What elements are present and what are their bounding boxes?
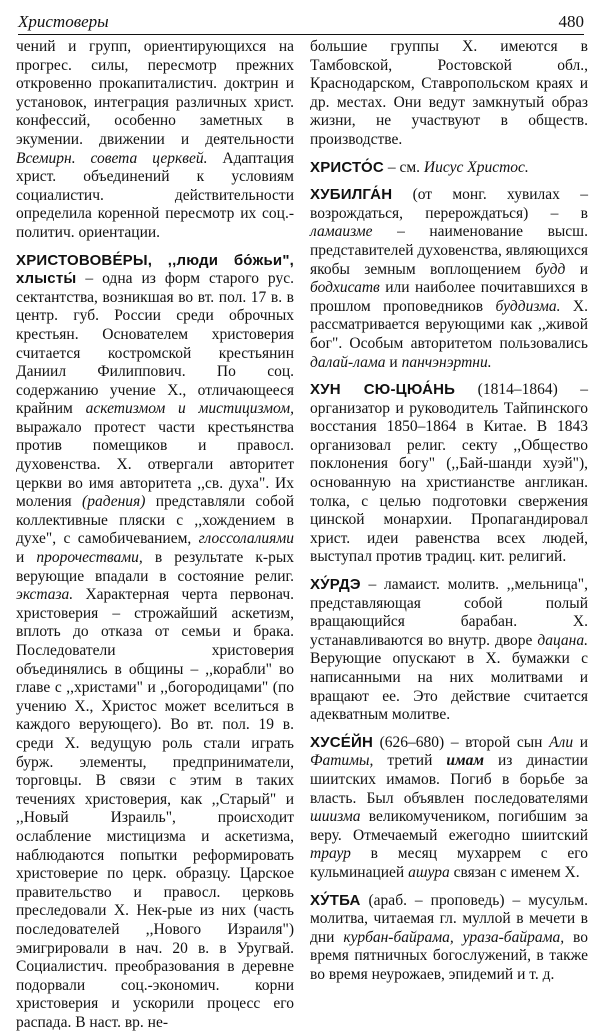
headword: ХРИСТО́С: [310, 158, 384, 176]
article-khristos: ХРИСТО́С – см. Иисус Христос.: [310, 158, 529, 176]
article-khun-syu-tsyuan: ХУН СЮ-ЦЮА́НЬ (1814–1864) – организатор и руководитель Тайпинского восстания 1850–1864 в Китае. В 1843 организовал религ. секту ,,Общество поклонения богу" (,,Бай-шанди хуэй"), основанную на христианстве англикан. толка, с целью подготовки свержения цинской монархии. Пропагандировал христ. идеи равенства всех людей, выступал против традиц. кит. религий.: [310, 381, 589, 566]
headword: ХУН СЮ-ЦЮА́НЬ: [310, 381, 456, 399]
headword: ХУБИЛГА́Н: [310, 186, 393, 204]
article-continuation: чений и групп, ориентирующихся на прогрес. силы, пересмотр прежних откровенно прокапиталистич. доктрин и установок, интеграция различных христ. конфессий, особенно заметных в экумении. движении и деятельности Всемирн. совета церквей. Адаптация христ. объединений к условиям социалистич. действительности определила коренной пересмотр их соц.-политич. ориентации.: [16, 38, 294, 241]
headword: ХУ́ТБА: [310, 891, 361, 909]
article-khristovovery: ХРИСТОВОВЕ́РЫ, ,,люди бо́жьи", хлысты́ – одна из форм старого рус. сектантства, возникшая во вт. пол. 17 в. в центр. губ. России среди оброчных крестьян. Основателем христоверия считается костромской крестьянин Даниил Филиппович. По соц. содержанию учение Х., отличающееся крайним аскетизмом и мистицизмом, выражало протест части крестьянства против помещиков и правосл. духовенства. Х. отвергали авторитет церкви во имя авторитета ,,св. духа". Их моления (радения) представляли собой коллективные пляски с ,,хождением в духе", с самобичеванием, глоссолалиями и пророчествами, в результате к-рых верующие впадали в состояние религ. экстаза. Характерная черта первонач. христоверия – строжайший аскетизм, вплоть до отказа от семьи и брака. Последователи христоверия объединялись в общины – ,,корабли" во главе с ,,христами" и ,,богородицами" (по учению Х., Христос может вселиться в каждого верующего). Во вт. пол. 19 в. среди Х. ведущую роль стали играть бурж. элементы, предприниматели, торговцы. В связи с этим в таких течениях христоверия, как ,,Старый" и ,,Новый Израиль", происходит ослабление мистицизма и аскетизма, наблюдаются попытки реформировать христоверие по церк. образцу. Царское правительство и правосл. церковь преследовали Х. Нек-рые из них (часть последователей ,,Нового Израиля") эмигрировали в нач. 20 в. в Уругвай. Социалистич. преобразования в деревне подорвали соц.-экономич. корни христоверия и ускорили процесс его распада. В наст. вр. не-: [16, 251, 295, 1031]
right-column: [310, 38, 588, 1016]
headword: ХРИСТОВОВЕ́РЫ, ,,люди бо́жьи", хлысты́: [16, 251, 294, 288]
article-khurde: ХУ́РДЭ – ламаист. молитв. ,,мельница", представляющая собой полый вращающийся барабан. Х. устанавливаются во внутр. дворе дацана. Верующие опускают в Х. бумажки с написанными на них молитвами и вращают ее. Это действие считается адекватным молитве.: [310, 576, 588, 724]
article-khusein: ХУСЕ́ЙН (626–680) – второй сын Али и Фатимы, третий имам из династии шиитских имамов. Погиб в борьбе за власть. Был объявлен последователями шиизма великомучеником, погибшим за веру. Отмечаемый ежегодно шиитский траур в месяц мухаррем с его кульминацией ашура связан с именем Х.: [310, 733, 588, 881]
headword: ХУ́РДЭ: [310, 576, 361, 594]
article-continuation-right: большие группы Х. имеются в Тамбовской, Ростовской обл., Краснодарском, Ставропольском краях и др. местах. Они ведут замкнутый образ жизни, не участвуют в обществ. производстве.: [310, 38, 588, 148]
article-khutba: ХУ́ТБА (араб. – проповедь) – мусульм. молитва, читаемая гл. муллой в мечети в дни курбан-байрама, ураза-байрама, во время пятничных богослужений, в также во время неурожаев, эпидемий и т. д.: [310, 891, 588, 983]
left-column: [16, 38, 295, 1031]
running-header: [18, 10, 584, 35]
headword: ХУСЕ́ЙН: [310, 733, 373, 751]
article-khubilgan: ХУБИЛГА́Н (от монг. хувилах – возрождаться, перерождаться) – в ламаизме – наименование высш. представителей духовенства, являющихся якобы земным воплощением будд и бодхисатв или наиболее почитавшихся в прошлом проповедников буддизма. Х. рассматривается верующими как ,,живой бог". Особым авторитетом пользовались далай-лама и панчэнэртни.: [310, 186, 588, 371]
page-number: 480: [558, 12, 584, 31]
header-title: Христоверы: [18, 12, 109, 31]
